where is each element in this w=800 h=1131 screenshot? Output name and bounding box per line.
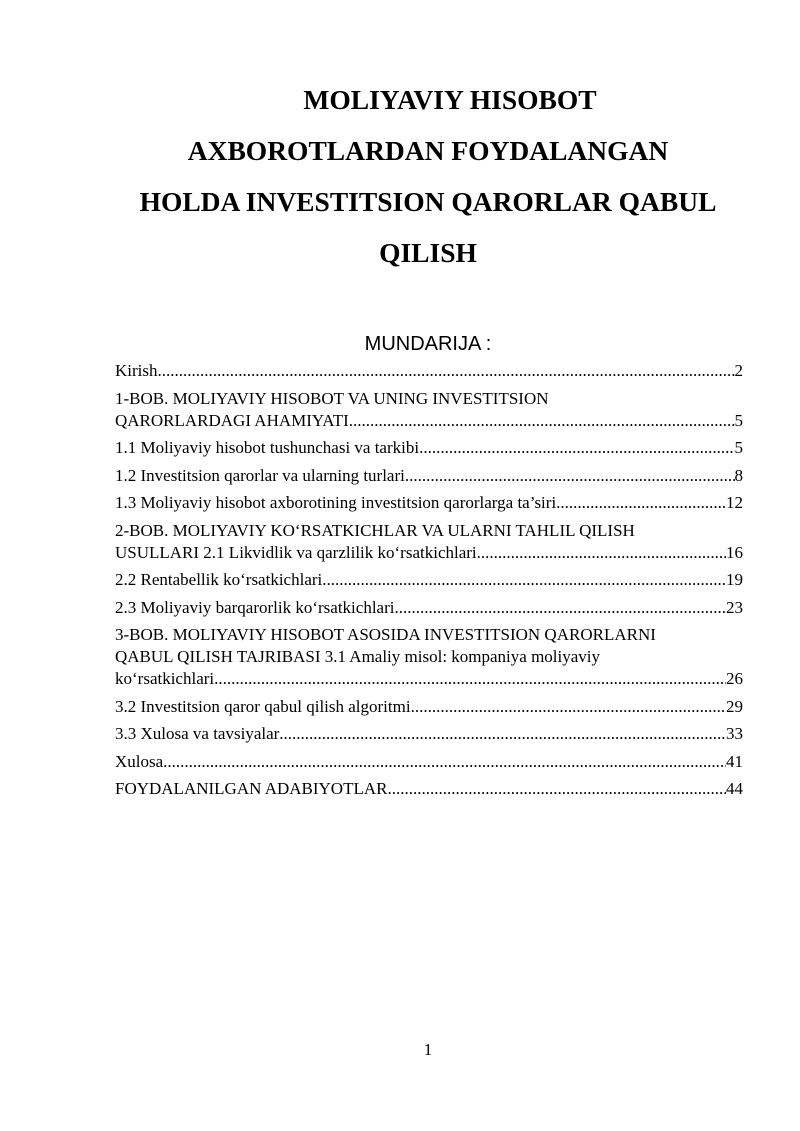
toc-dot-leader [387,778,726,800]
toc-dot-leader [405,465,735,487]
toc-entry-title: 3.2 Investitsion qaror qabul qilish algoritmi [115,696,411,716]
title-line: MOLIYAVIY HISOBOT [303,84,597,115]
toc-page-number: 5 [734,438,743,457]
toc-dot-leader [349,410,735,432]
title-line: HOLDA INVESTITSION QARORLAR QABUL [139,186,717,217]
toc-entry-title: 2.3 Moliyaviy barqarorlik ko‘rsatkichlari [115,597,395,617]
toc-page-number: 5 [734,410,743,430]
toc-entry-line [115,778,743,800]
toc-entry[interactable] [115,569,743,597]
toc-entry-heading-line: 2-BOB. MOLIYAVIY KO‘RSATKICHLAR VA ULARNI TAHLIL QILISH [115,520,635,540]
toc-entry[interactable] [115,723,743,751]
page-number: 1 [423,1040,433,1059]
toc-page-number: 2 [734,361,743,380]
toc-entry-title: QARORLARDAGI AHAMIYATI [115,410,349,430]
toc-entry-heading-line: QABUL QILISH TAJRIBASI 3.1 Amaliy misol: kompaniya moliyaviy [115,647,601,666]
toc-dot-leader [394,597,726,619]
toc-page-number: 29 [726,696,743,716]
toc-entry-line [115,668,743,690]
toc-entry[interactable] [115,360,743,388]
toc-entry-title: Xulosa [115,751,164,771]
toc-entry-title: 3.3 Xulosa va tavsiyalar [115,724,280,743]
toc-entry-line [115,542,743,564]
toc-entry-title: USULLARI 2.1 Likvidlik va qarzlilik ko‘rsatkichlari [115,542,477,562]
toc-entry[interactable] [115,597,743,625]
toc-dot-leader [279,723,726,745]
toc-entry-line [115,465,743,487]
toc-page-number: 26 [726,669,743,688]
toc-entry-line [115,751,743,773]
toc-entry-title: 1.3 Moliyaviy hisobot axborotining investitsion qarorlarga ta’siri [115,493,557,512]
toc-entry[interactable] [115,437,743,465]
toc-dot-leader [163,751,726,773]
toc-dot-leader [214,668,726,690]
toc-dot-leader [477,542,726,564]
toc-entry[interactable] [115,492,743,520]
toc-dot-leader [411,696,726,718]
toc-page-number: 23 [726,597,743,617]
toc-page-number: 19 [726,570,743,589]
toc-entry[interactable] [115,520,743,570]
toc-dot-leader [556,492,726,514]
toc-page-number: 44 [726,779,743,798]
toc-entry[interactable] [115,624,743,696]
toc-page-number: 41 [726,751,743,771]
toc-entry[interactable] [115,465,743,493]
toc-entry[interactable] [115,778,743,806]
toc-page-number: 33 [726,724,743,743]
toc-entry-title: Kirish [115,361,158,380]
toc-dot-leader [322,569,726,591]
document-title [100,74,756,278]
toc-entry-title: 1.2 Investitsion qarorlar va ularning turlari [115,465,405,485]
title-line: AXBOROTLARDAN FOYDALANGAN [187,135,669,166]
toc-entry-line [115,569,743,591]
toc-entry-line [115,492,743,514]
toc-entry-title: 1.1 Moliyaviy hisobot tushunchasi va tarkibi [115,438,420,457]
title-line: QILISH [379,237,477,268]
toc-entry[interactable] [115,751,743,779]
toc-entry-line [115,696,743,718]
toc-entry-line [115,723,743,745]
toc-page-number: 8 [734,465,743,485]
toc-dot-leader [419,437,734,459]
toc-entry-title: FOYDALANILGAN ADABIYOTLAR [115,779,388,798]
toc-entry-title: ko‘rsatkichlari [115,669,215,688]
toc-heading: MUNDARIJA : [364,333,492,355]
toc-entry-line [115,597,743,619]
toc-page-number: 16 [726,542,743,562]
toc-entry[interactable] [115,388,743,438]
toc-entry-line [115,410,743,432]
toc-page-number: 12 [726,493,743,512]
toc-entry-title: 2.2 Rentabellik ko‘rsatkichlari [115,570,323,589]
toc-entry-heading-line: 1-BOB. MOLIYAVIY HISOBOT VA UNING INVESTITSION [115,388,549,408]
toc-dot-leader [158,360,735,382]
toc-entry-line [115,360,743,382]
toc-entry-line [115,437,743,459]
toc-entry-heading-line: 3-BOB. MOLIYAVIY HISOBOT ASOSIDA INVESTITSION QARORLARNI [115,625,656,644]
toc-entry[interactable] [115,696,743,724]
table-of-contents [115,360,743,806]
